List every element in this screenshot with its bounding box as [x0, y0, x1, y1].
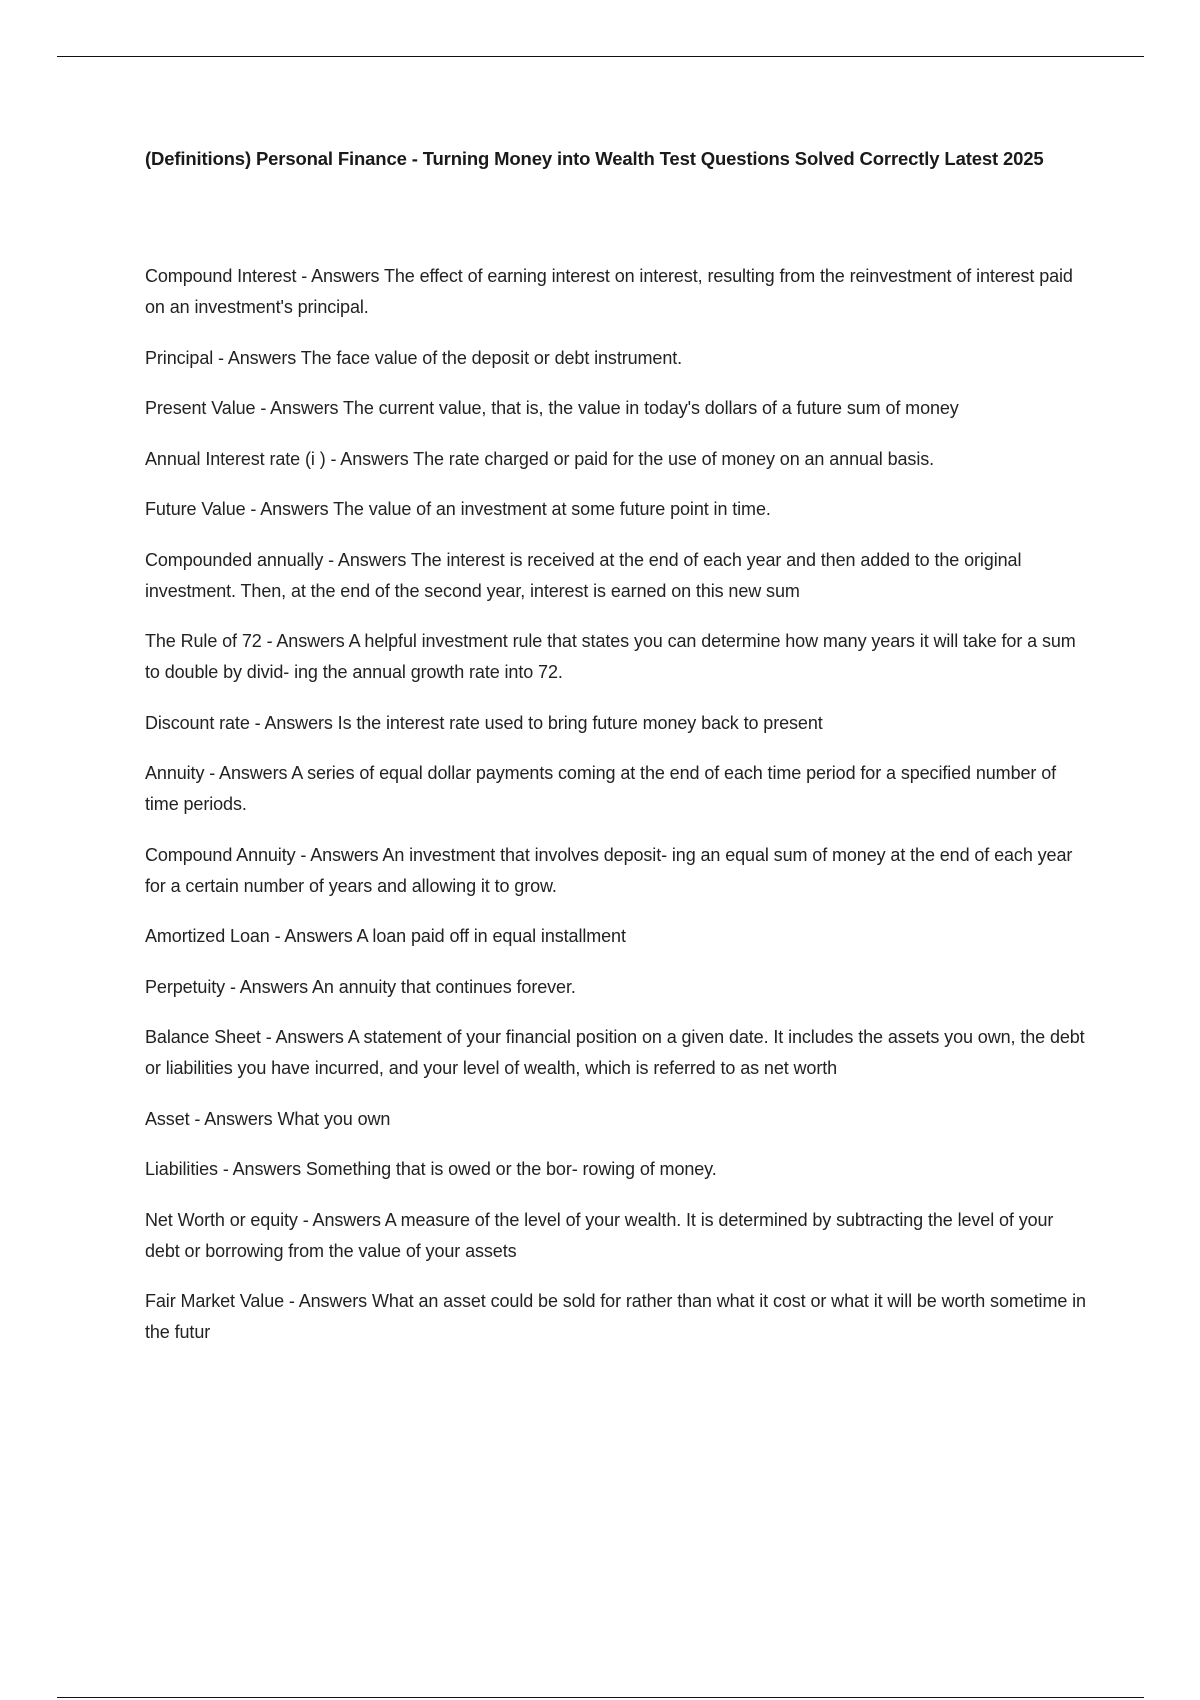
definition-entry: Compound Interest - Answers The effect of earning interest on interest, resulting from the reinvestment of interest paid on an investment's principal. — [145, 266, 1073, 317]
document-title: (Definitions) Personal Finance - Turning Money into Wealth Test Questions Solved Correctly Latest 2025 — [145, 148, 1044, 169]
definition-entry: Annuity - Answers A series of equal dollar payments coming at the end of each time period for a specified number of time periods. — [145, 763, 1057, 814]
definition-entry: Fair Market Value - Answers What an asset could be sold for rather than what it cost or what it will be worth sometime in the futur — [145, 1291, 1086, 1342]
definition-entry: Liabilities - Answers Something that is owed or the bor- rowing of money. — [145, 1159, 717, 1179]
definition-entry: Compound Annuity - Answers An investment that involves deposit- ing an equal sum of money at the end of each year for a certain number of years and allowing it to grow. — [145, 844, 1073, 896]
document-body — [145, 143, 1090, 1368]
definition-entry: Amortized Loan - Answers A loan paid off in equal installment — [145, 926, 626, 946]
definition-entry: Discount rate - Answers Is the interest rate used to bring future money back to present — [145, 712, 823, 733]
definition-entry: Net Worth or equity - Answers A measure of the level of your wealth. It is determined by subtracting the level of your debt or borrowing from the value of your assets — [145, 1209, 1054, 1261]
definition-entry: Compounded annually - Answers The interest is received at the end of each year and then added to the original investment. Then, at the end of the second year, interest is earned on this new sum — [145, 549, 1022, 601]
bottom-rule — [57, 1697, 1144, 1698]
definition-entry: The Rule of 72 - Answers A helpful investment rule that states you can determine how many years it will take for a sum to double by divid- ing the annual growth rate into 72. — [145, 631, 1076, 682]
definition-entry: Perpetuity - Answers An annuity that continues forever. — [145, 976, 576, 997]
definition-entry: Present Value - Answers The current value, that is, the value in today's dollars of a future sum of money — [145, 398, 959, 418]
definition-entry: Annual Interest rate (i ) - Answers The rate charged or paid for the use of money on an annual basis. — [145, 448, 935, 469]
top-rule — [57, 56, 1144, 57]
definition-list — [145, 261, 1090, 1348]
definition-entry: Asset - Answers What you own — [145, 1108, 391, 1129]
definition-entry: Principal - Answers The face value of the deposit or debt instrument. — [145, 347, 683, 368]
definition-entry: Balance Sheet - Answers A statement of your financial position on a given date. It includes the assets you own, the debt or liabilities you have incurred, and your level of wealth, which is referred to as net worth — [145, 1027, 1085, 1078]
definition-entry: Future Value - Answers The value of an investment at some future point in time. — [145, 499, 771, 519]
